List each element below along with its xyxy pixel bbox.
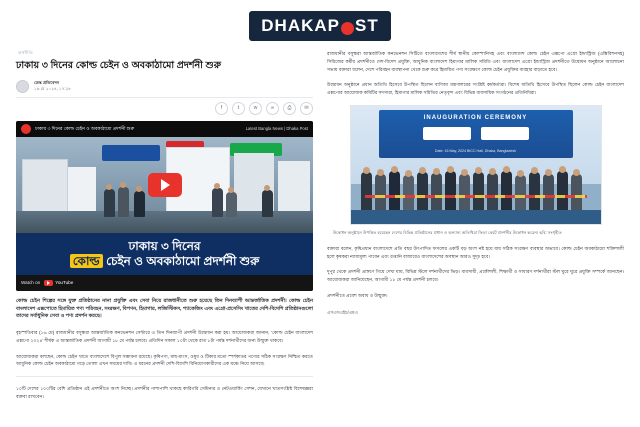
print-icon[interactable]: ⎙ <box>283 102 296 115</box>
stage-backdrop <box>379 110 573 158</box>
youtube-icon <box>44 280 53 286</box>
mail-icon[interactable]: ✉ <box>300 102 313 115</box>
article-columns <box>16 50 624 415</box>
video-footer <box>16 275 313 291</box>
visitor-figure <box>134 191 145 217</box>
divider <box>16 376 313 377</box>
video-header <box>16 121 313 137</box>
logo-text-dhaka: DHAKA <box>261 16 328 35</box>
red-carpet <box>351 210 601 224</box>
share-row <box>16 97 313 115</box>
cold-chain-logo <box>423 127 471 140</box>
author-name: ডেস্ক প্রতিবেদন <box>34 80 60 86</box>
visitor-figure <box>104 189 115 217</box>
facebook-icon[interactable]: f <box>215 102 228 115</box>
visitor-figure <box>212 188 223 217</box>
expo-logo <box>481 127 529 140</box>
byline <box>16 80 313 93</box>
left-column <box>16 50 313 415</box>
page-title: ঢাকায় ৩ দিনের কোল্ড চেইন ও অবকাঠামো প্রদর্শনী শুরু <box>16 60 221 71</box>
logo-text-st: ST <box>355 16 379 35</box>
ribbon-cutting <box>365 195 587 198</box>
photo-caption: উদ্বোধন অনুষ্ঠানে উপস্থিত হয়েছেন দেশের বিভিন্ন প্রতিষ্ঠানের প্রধান ও অন্যান্য অতিথিরা ফিতা কেটে প্রদর্শনীর উদ্বোধন করেন। ছবি: সংগৃহীত <box>333 229 562 235</box>
booth-display <box>278 161 310 217</box>
masthead <box>0 8 640 44</box>
star-icon <box>341 22 354 35</box>
youtube-link[interactable] <box>44 280 73 286</box>
article-paragraph: বক্তারা বলেন, কৃষিপ্রধান বাংলাদেশে প্রতি বছর উৎপাদিত ফসলের একটি বড় অংশ নষ্ট হয়ে যায় সঠিক সংরক্ষণ ব্যবস্থার অভাবে। কোল্ড চেইন অবকাঠামো শক্তিশালী হলে কৃষকরা ন্যায্যমূল্য পাবেন এবং রপ্তানি বাজারেও বাংলাদেশের অবস্থান আরও সুদৃঢ় হবে। <box>327 245 624 259</box>
embedded-video[interactable] <box>16 121 313 291</box>
banner-logos <box>379 127 573 140</box>
youtube-channel-icon <box>21 124 31 134</box>
banner-title: INAUGURATION CEREMONY <box>423 114 528 121</box>
article-paragraph: বৃহস্পতিবার (১৬ মে) রাজধানীর বসুন্ধরা আন্তর্জাতিক কনভেনশন সেন্টারে এ তিন দিনব্যাপী প্রদর্শনী উদ্বোধন করা হয়। আয়োজকরা জানান, ‘কোল্ড চেইন বাংলাদেশ এক্সপো ২০২৪’ শীর্ষক এ আন্তর্জাতিক প্রদর্শনী আগামী ১৮ মে পর্যন্ত চলবে। প্রতিদিন সকাল ১০টা থেকে রাত ৮টা পর্যন্ত দর্শনার্থীদের জন্য উন্মুক্ত থাকবে। <box>16 330 313 343</box>
youtube-label: YouTube <box>55 280 74 286</box>
article-paragraph: আয়োজকরা বলছেন, কোল্ড চেইন খাতে বাংলাদেশে বিপুল সম্ভাবনা রয়েছে। কৃষিপণ্য, মাছ-মাংস, ওষুধ ও টিকার মতো স্পর্শকাতর পণ্যের সঠিক সংরক্ষণ নিশ্চিত করতে আধুনিক কোল্ড চেইন অবকাঠামো গড়ে তোলা এখন সময়ের দাবি। এ ধরনের প্রদর্শনী দেশি-বিদেশি বিনিয়োগকারীদের এক মঞ্চে নিয়ে আসবে। <box>16 353 313 367</box>
article-kicker[interactable]: অর্থনীতি <box>18 50 33 55</box>
whatsapp-icon[interactable]: w <box>249 102 262 115</box>
visitor-figure <box>118 187 129 217</box>
video-overlay-line2 <box>70 254 260 268</box>
article-paragraph: রাজধানীর বসুন্ধরা আন্তর্জাতিক কনভেনশন সিটিতে বাংলাদেশের শীর্ষ স্থানীয় কোম্পানিসহ এবং বাংলাদেশ কোল্ড চেইন এক্সপো এগ্রো ইন্ডাস্ট্রিজ (এক্সিবিশনসহ) সিরিজের কর্মীর প্রদর্শনীতে দেশ-বিদেশ প্রযুক্তি, আধুনিক বাংলাদেশ হিমাগার মালিক সমিতি এবং বাংলাদেশ এগ্রো ইন্ডাস্ট্রিজ প্রদর্শনীতে উদ্বোধন অনুষ্ঠানে আলোচনা সভায় বক্তারা বলেন, দেশে পরিবহন ব্যবস্থাপনা থেকে শুরু করে হিমায়িত পণ্য সংরক্ষণে কোল্ড চেইন প্রযুক্তির ব্যবহার বাড়াতে হবে। <box>327 51 624 72</box>
logo-text-p: P <box>327 16 340 35</box>
banner-date: Date: 16 May, 2024 BICC Hall, Dhaka, Bangladesh <box>434 148 517 153</box>
play-button-icon[interactable] <box>148 173 182 197</box>
video-overlay-line1: ঢাকায় ৩ দিনের <box>128 239 201 254</box>
article-paragraph: উদ্বোধন অনুষ্ঠানে প্রধান অতিথি হিসেবে উপস্থিত ছিলেন বাণিজ্য মন্ত্রণালয়ের সংশ্লিষ্ট কর্মকর্তারা। বিশেষ অতিথি হিসেবে উপস্থিত ছিলেন কোল্ড চেইন বাংলাদেশ এক্সপোর আয়োজক কমিটির সদস্যরা, হিমাগার মালিক সমিতির নেতৃবৃন্দ এবং বিভিন্ন ব্যবসায়িক সংগঠনের প্রতিনিধিরা। <box>327 82 624 96</box>
article-paragraph: প্রদর্শনীতে প্রবেশ অবাধ ও উন্মুক্ত। <box>327 292 388 298</box>
booth-sign-blue <box>102 145 160 161</box>
byline-endmark: এসএসএইচ/এমএ <box>327 309 358 315</box>
article-subhead: কোল্ড চেইন শিল্পের সঙ্গে যুক্ত প্রতিষ্ঠানের নানা প্রযুক্তি এবং সেবা নিয়ে রাজধানীতে শুরু হয়েছে তিন দিনব্যাপী আন্তর্জাতিক প্রদর্শনী। কোল্ড চেইন বাংলাদেশ এক্সপোতে হিমায়িত পণ্য পরিবহন, সংরক্ষণ, বিপণন, হিমাগার, লজিস্টিকস, প্যাকেজিং এবং এগ্রো-প্রসেসিং খাতের দেশি-বিদেশি প্রতিষ্ঠানগুলো তাদের সর্বাধুনিক সেবা ও পণ্য প্রদর্শন করছে। <box>16 297 313 320</box>
video-overlay-highlight: কোল্ড <box>70 254 103 268</box>
timestamp: ১৬ মে ২০২৪, ১৭:২৮ <box>34 86 72 92</box>
byline-text <box>34 80 71 93</box>
site-logo[interactable] <box>249 11 390 41</box>
visitor-figure <box>262 190 273 217</box>
article-paragraph: ১০টি দেশের ১০০টির বেশি প্রতিষ্ঠান এই প্রদর্শনীতে অংশ নিচ্ছে। প্রদর্শনীর পাশাপাশি থাকছে কারিগরি সেমিনার ও নেটওয়ার্কিং সেশন, যেখানে খাতসংশ্লিষ্ট বিশেষজ্ঞরা বক্তব্য রাখবেন। <box>16 386 313 400</box>
video-meta: Latest Bangla News | Dhaka Post <box>245 126 308 132</box>
video-caption-overlay <box>16 233 313 275</box>
article-paragraph: দুপুর থেকে প্রদর্শনী প্রাঙ্গণে গিয়ে দেখা যায়, বিভিন্ন স্টলে দর্শনার্থীদের ভিড়। ব্যবসায়ী, প্রকৌশলী, শিক্ষার্থী ও সাধারণ দর্শনার্থীরা স্টল ঘুরে ঘুরে প্রযুক্তি সম্পর্কে জানছেন। আয়োজকরা জানিয়েছেন, আগামী ১৮ মে পর্যন্ত প্রদর্শনী চলবে। <box>327 269 624 283</box>
watch-on-label: Watch on <box>21 280 41 286</box>
link-icon[interactable]: ∞ <box>266 102 279 115</box>
twitter-icon[interactable]: t <box>232 102 245 115</box>
video-title: ঢাকায় ৩ দিনের কোল্ড চেইন ও অবকাঠামো প্রদর্শনী শুরু <box>35 125 135 131</box>
visitor-figure <box>226 192 237 217</box>
avatar <box>16 80 29 93</box>
ceremony-photo <box>350 105 602 225</box>
right-column <box>327 50 624 415</box>
guest-row <box>361 168 593 212</box>
video-overlay-rest: চেইন ও অবকাঠামো প্রদর্শনী শুরু <box>106 253 260 268</box>
